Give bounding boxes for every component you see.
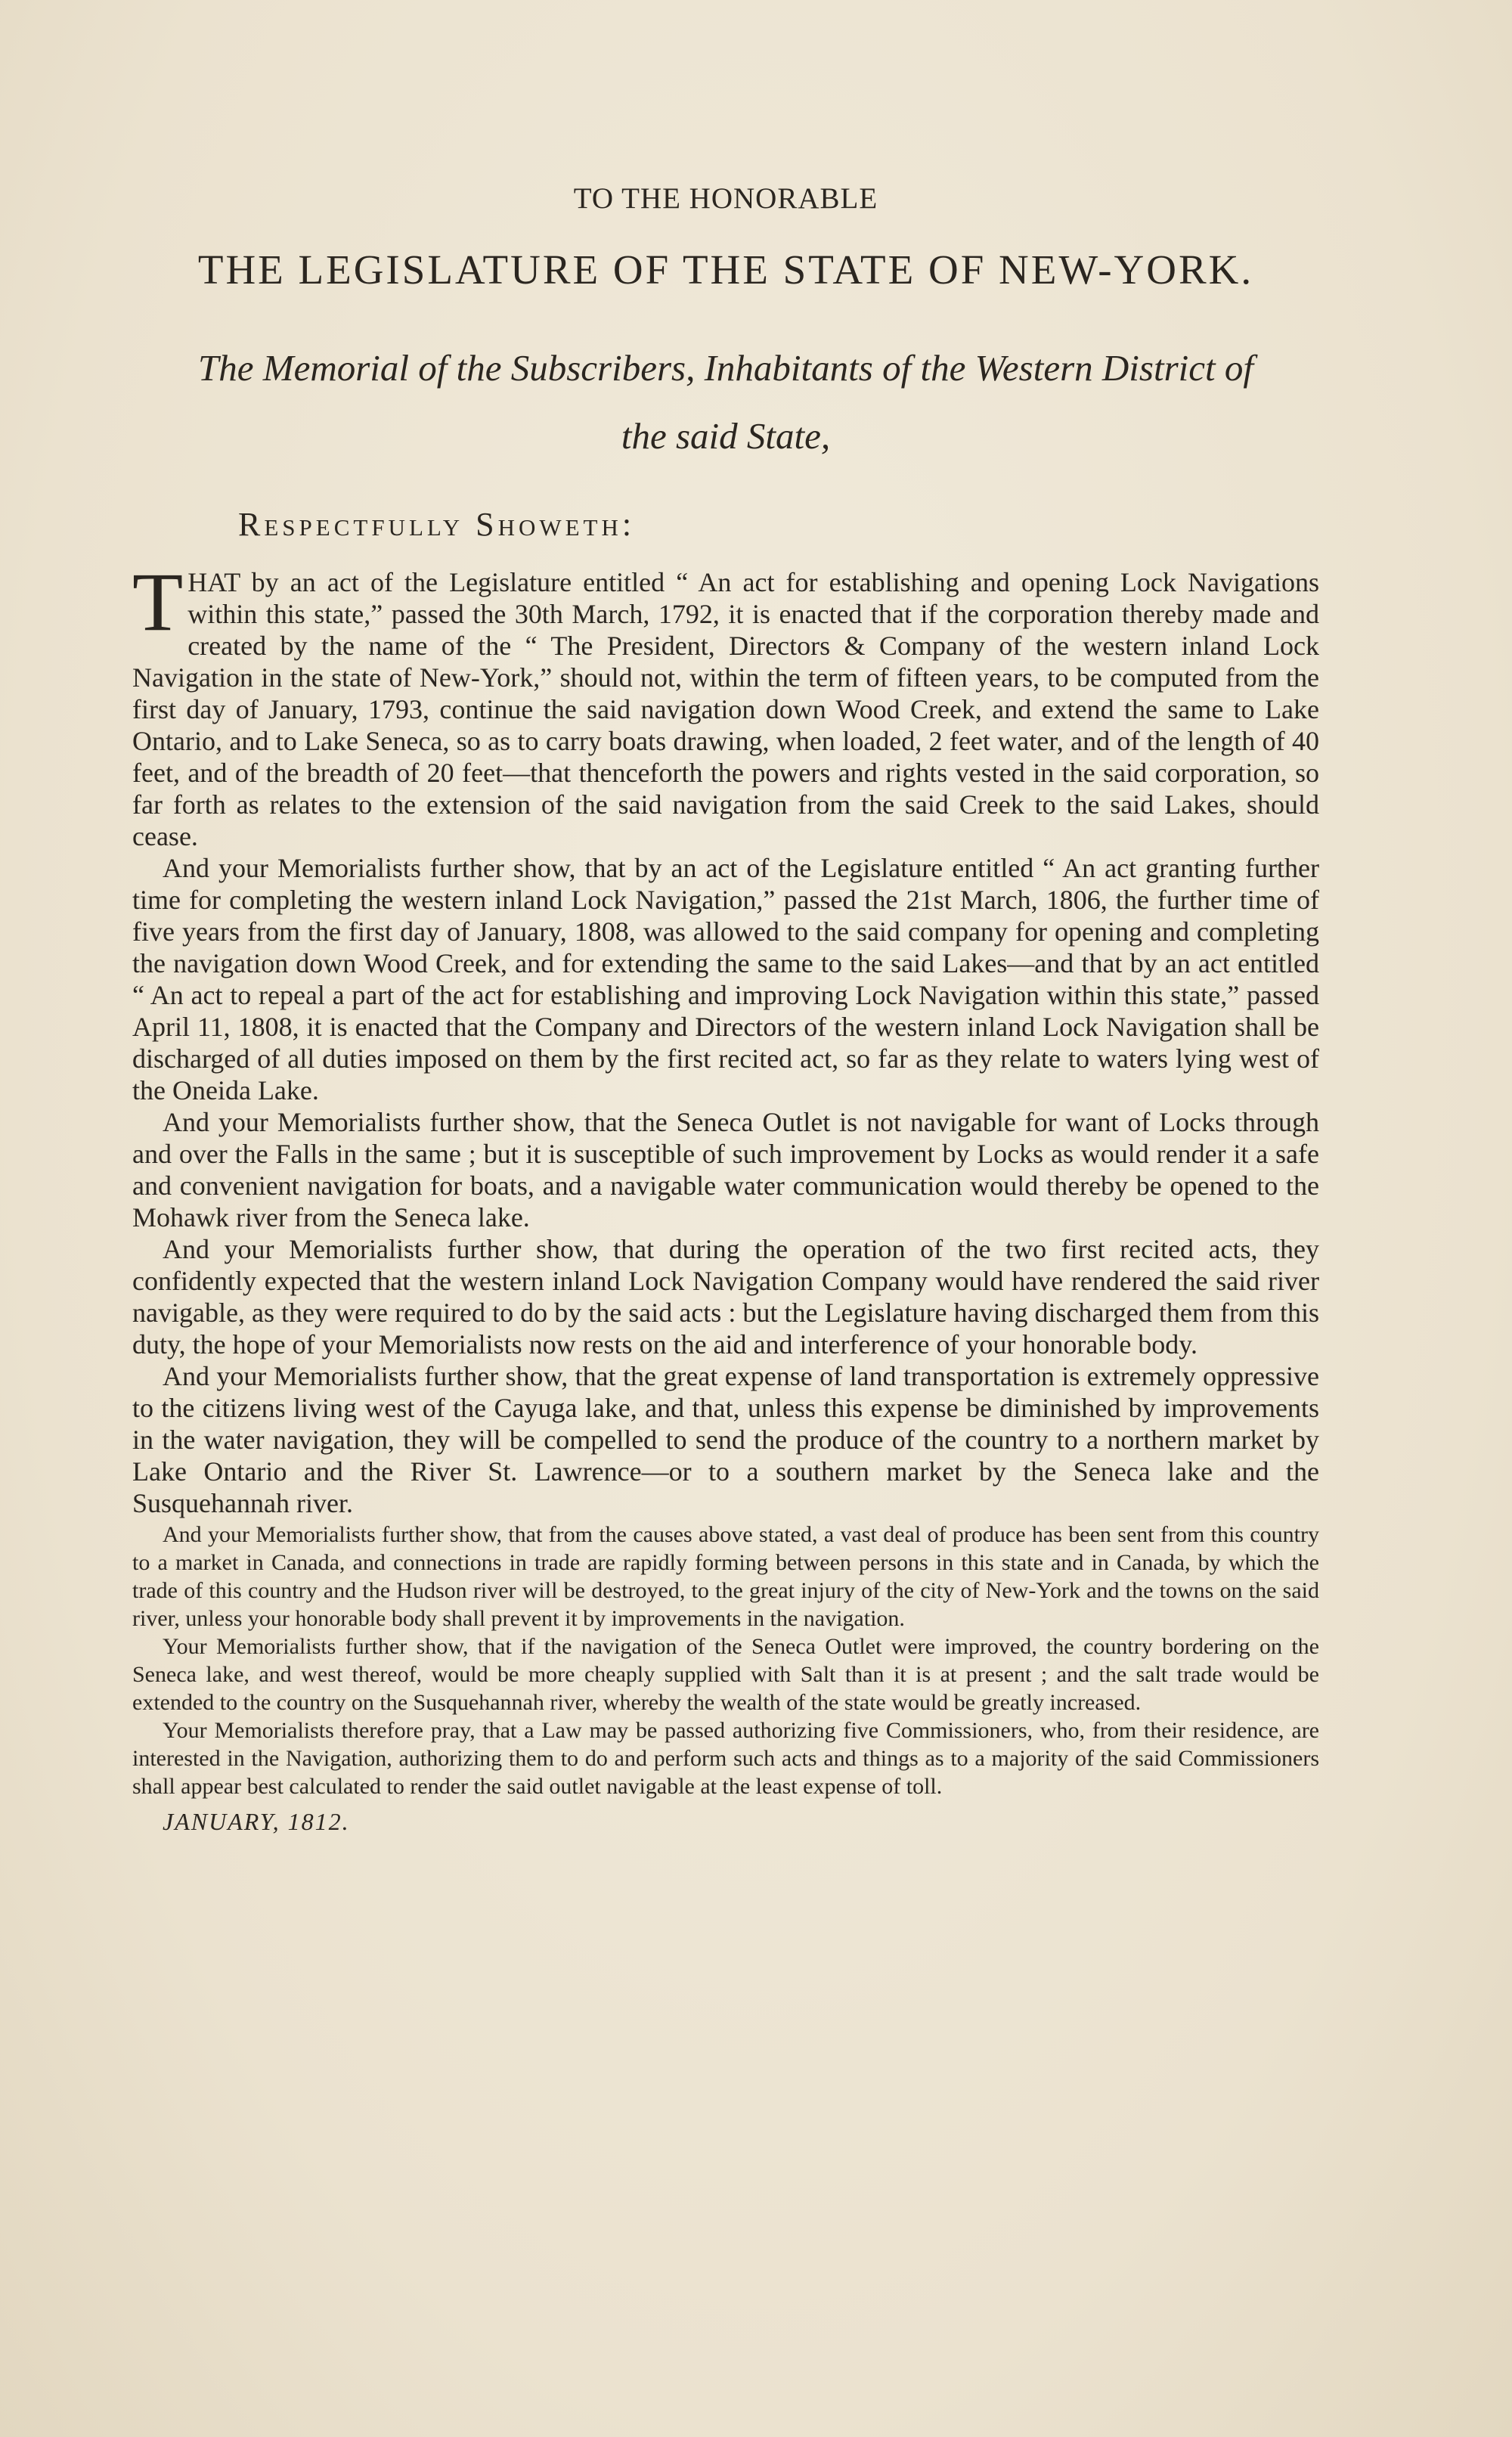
document-title: THE LEGISLATURE OF THE STATE OF NEW-YORK. — [197, 246, 1254, 293]
paragraph-7: Your Memorialists further show, that if the navigation of the Seneca Outlet were improved, the country bordering on the Seneca lake, and west thereof, would be more cheaply supplied with Salt than it is at present ; and the salt trade would be extended to the country on the Susquehannah river, whereby the wealth of the state would be greatly increased. — [132, 1634, 1319, 1715]
paragraph-6: And your Memorialists further show, that from the causes above stated, a vast deal of produce has been sent from this country to a market in Canada, and connections in trade are rapidly forming between persons in this state and in Canada, by which the trade of this country and the Hudson river will be destroyed, to the great injury of the city of New-York and the towns on the said river, unless your honorable body shall prevent it by improvements in the navigation. — [132, 1522, 1319, 1631]
drop-cap: T — [132, 556, 184, 648]
paragraph-2: And your Memorialists further show, that by an act of the Legislature entitled “ An act granting further time for completing the western inland Lock Navigation,” passed the 21st March, 1806, the further time of five years from the first day of January, 1808, was allowed to the said company for opening and completing the navigation down Wood Creek, and for extending the same to the said Lakes—and that by an act entitled “ An act to repeal a part of the act for establishing and improving Lock Navigation within this state,” passed April 11, 1808, it is enacted that the Company and Directors of the western inland Lock Navigation shall be discharged of all duties imposed on them by the first recited act, so far as they relate to waters lying west of the Oneida Lake. — [132, 853, 1319, 1105]
paragraph-1-text: HAT by an act of the Legislature entitled “ An act for establishing and opening Lock Navigations within this state,” passed the 30th March, 1792, it is enacted that if the corporation thereby made and created by the name of the “ The President, Directors & Company of the western inland Lock Navigation in the state of New-York,” should not, within the term of fifteen years, to be computed from the first day of January, 1793, continue the said navigation down Wood Creek, and extend the same to Lake Ontario, and to Lake Seneca, so as to carry boats drawing, when loaded, 2 feet water, and of the length of 40 feet, and of the breadth of 20 feet—that thenceforth the powers and rights vested in the said corporation, so far forth as relates to the extension of the said navigation from the said Creek to the said Lakes, should cease. — [132, 567, 1319, 851]
main-body — [132, 556, 1319, 1519]
address-line: TO THE HONORABLE — [573, 182, 878, 215]
paragraph-3: And your Memorialists further show, that the Seneca Outlet is not navigable for want of Locks through and over the Falls in the same ; but it is susceptible of such improvement by Locks as would render it a safe and convenient navigation for boats, and a navigable water communication would thereby be opened to the Mohawk river from the Seneca lake. — [132, 1107, 1319, 1232]
memorial-subtitle: The Memorial of the Subscribers, Inhabitants of the Western District of the said State, — [198, 347, 1253, 457]
document-date: JANUARY, 1812. — [163, 1808, 350, 1835]
small-body — [132, 1521, 1319, 1800]
paragraph-4: And your Memorialists further show, that during the operation of the two first recited acts, they confidently expected that the western inland Lock Navigation Company would have rendered the said river navigable, as they were required to do by the said acts : but the Legislature having discharged them from this duty, the hope of your Memorialists now rests on the aid and interference of your honorable body. — [132, 1234, 1319, 1360]
paragraph-5: And your Memorialists further show, that the great expense of land transportation is extremely oppressive to the citizens living west of the Cayuga lake, and that, unless this expense be diminished by improvements in the water navigation, they will be compelled to send the produce of the country to a northern market by Lake Ontario and the River St. Lawrence—or to a southern market by the Seneca lake and the Susquehannah river. — [132, 1361, 1319, 1518]
paragraph-1 — [132, 556, 1319, 852]
salutation: Respectfully Showeth: — [238, 506, 636, 543]
memorial-text — [132, 181, 1319, 1836]
paragraph-8: Your Memorialists therefore pray, that a Law may be passed authorizing five Commissioners, who, from their residence, are interested in the Navigation, authorizing them to do and perform such acts and things as to a majority of the said Commissioners shall appear best calculated to render the said outlet navigable at the least expense of toll. — [132, 1718, 1319, 1799]
